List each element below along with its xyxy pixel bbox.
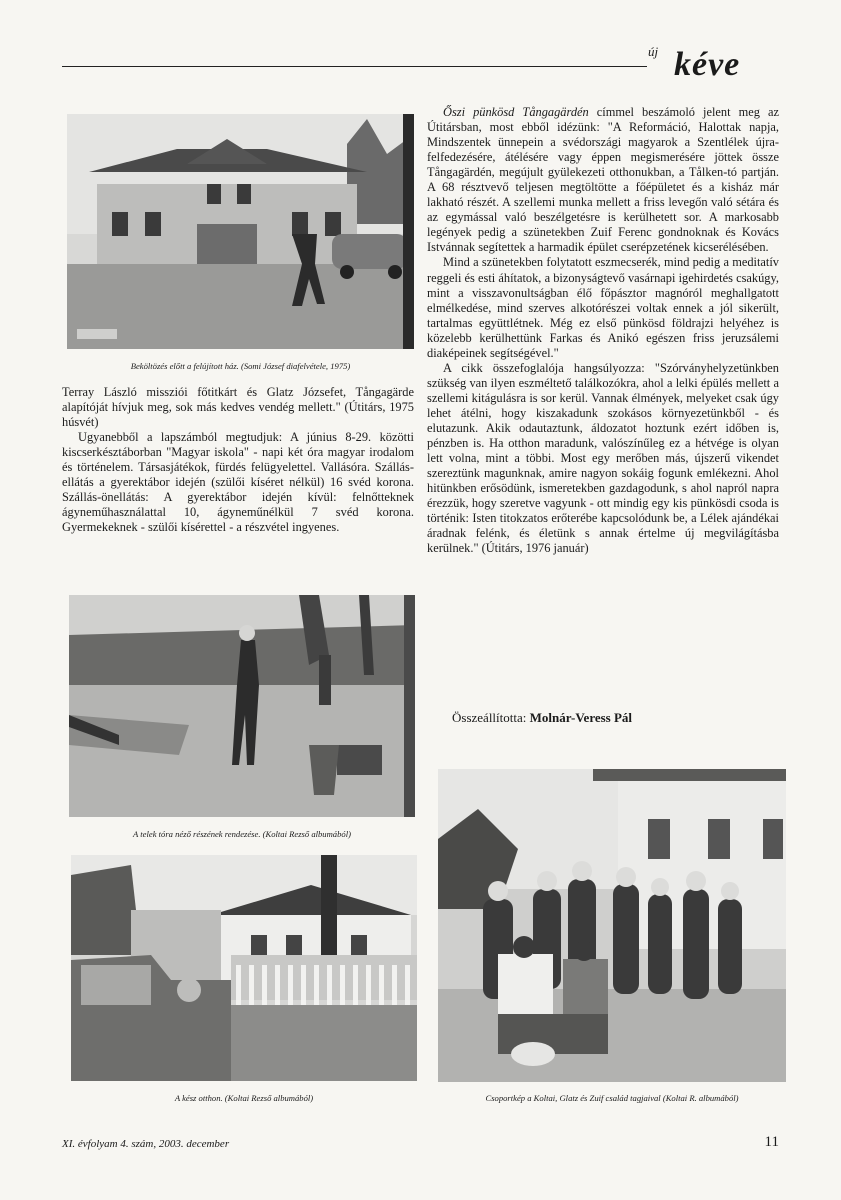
- left-column-text: [62, 385, 414, 535]
- issue-info: XI. évfolyam 4. szám, 2003. december: [62, 1138, 230, 1150]
- photo-caption: A telek tóra néző részének rendezése. (Koltai Rezső albumából): [133, 829, 351, 839]
- article-title: Őszi pünkösd Tångagärdén: [443, 105, 589, 119]
- paragraph-body: címmel beszámoló jelent meg az Útitársban, most ebből idézünk: "A Reformáció, Halottak napja, Mindszentek ünnepein a svédországi magyarok a Szentlélek újra-felfedezésére, átélésére vagy éppen megismerésére jöttek össze Tångagärdén, megújult gyülekezeti otthonukban, a Tålken-tó partján. A 68 résztvevő teljesen megtöltötte a főépületet és a kisház már lakható részét. A szellemi munka mellett a friss levegőn való sétára és az egymással való beszélgetésre is kerülhetett sor. A markosabb legények pedig a szünetekben Zuif Ferenc gondnoknak és Kovács Istvánnak segítettek a harmadik épület cserépzetének kicserélésében.: [427, 105, 779, 255]
- photo-caption: A kész otthon. (Koltai Rezső albumából): [174, 1093, 314, 1103]
- yard-photo: [69, 595, 415, 817]
- logo-prefix: új: [648, 44, 659, 59]
- group-photo: [438, 769, 786, 1082]
- magazine-logo: [648, 44, 798, 84]
- paragraph: Mind a szünetekben folytatott eszmecserék, mind pedig a meditatív reggeli és esti áhítatok, a bizonyságtevő vasárnapi igehirdetés csakúgy, mint a visszavonultságban élő főpásztor magnóról meghallgatott elmélkedése, mind szerves alkotórészei voltak ennek a jól sikerült, tartalmas együttlétnek. Még ez első pünkösd földrajzi helyéhez is közelebb kerülhettünk Farkas és Anikó egészen friss jeruzsálemi diaképeinek segítségével.": [427, 255, 779, 360]
- page-number: 11: [764, 1134, 779, 1150]
- paragraph: Ugyanebből a lapszámból megtudjuk: A június 8-29. közötti kiscserkésztáborban "Magyar iskola" - napi két óra magyar irodalom és történelem. Társasjátékok, fürdés felügyelettel. Vallásóra. Szállás-ellátás a gyerektábor idején (szülői kíséret nélkül) 16 svéd korona. Szállás-önellátás: A gyerektábor idején kívül: felnőtteknek ágyneműhasználattal 10, ágyneműnélkül 7 svéd korona. Gyermekeknek - szülői kísérettel - a részvétel ingyenes.: [62, 430, 414, 535]
- finished-home-photo: [71, 855, 417, 1081]
- paragraph: [427, 105, 779, 255]
- paragraph: Terray László missziói főtitkárt és Glatz Józsefet, Tångagärde alapítóját hívjuk meg, sok más kedves vendég mellett." (Útitárs, 1975 húsvét): [62, 385, 414, 430]
- house-photo: [67, 114, 414, 349]
- photo-caption: Csoportkép a Koltai, Glatz és Zuif család tagjaival (Koltai R. albumából): [485, 1093, 739, 1103]
- paragraph: A cikk összefoglalója hangsúlyozza: "Szórványhelyzetünkben szükség van ilyen eszméltető találkozókra, ahol a lelki épülés mellett a szellemi kitágulásra is sor kerül. Vannak élmények, melyeket csak úgy lehet átélni, hogy kiszakadunk szokásos környezetünkből - és elutazunk. Akik odautaztunk, áldozatot hoztunk ezért időben is, pénzben is. Ha otthon maradunk, valószínűleg ez a hétvége is olyan lett volna, mint a többi. Most egy merőben más, újszerű vikendet szereztünk magunknak, amire nagyon sokáig fogunk emlékezni. Ahol hitünkben erősödünk, ismeretekben gazdagodunk, s ahol napról napra érezzük, hogy szeretve vagyunk - ott mindig egy kis pünkösdi csoda is történik: Isten titokzatos erőterébe kapcsolódunk be, a Lélek ajándékai áradnak felénk, és életünk s annak értelme új megvilágításba kerülnek." (Útitárs, 1976 január): [427, 360, 779, 556]
- signature-label: Összeállította:: [452, 710, 527, 725]
- photo-caption: Beköltözés előtt a felújított ház. (Somi József diafelvétele, 1975): [130, 361, 351, 371]
- logo-name: kéve: [674, 46, 741, 83]
- signature: [452, 710, 632, 726]
- signature-name: Molnár-Veress Pál: [529, 710, 633, 725]
- right-column-text: [427, 105, 779, 556]
- header-rule: [62, 66, 647, 67]
